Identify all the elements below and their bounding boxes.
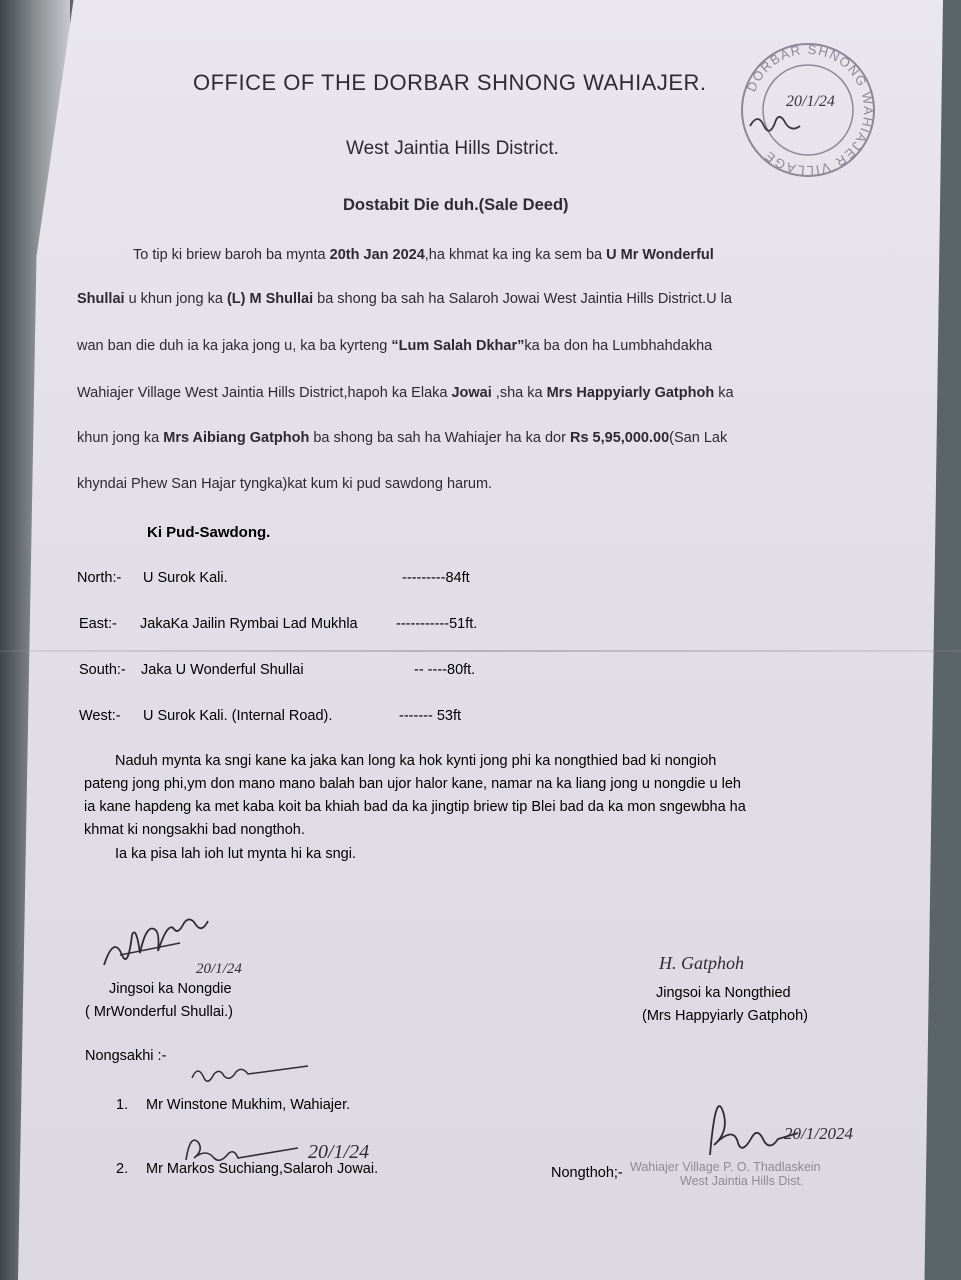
witness1-number: 1. bbox=[116, 1097, 129, 1113]
seller-name: ( MrWonderful Shullai.) bbox=[85, 1004, 234, 1020]
village-stamp-top bbox=[728, 28, 878, 178]
paper-fold-line bbox=[0, 650, 961, 652]
village-stamp-bottom bbox=[630, 1160, 821, 1188]
seller-signature bbox=[100, 925, 280, 985]
closing-line-4: khmat ki nongsakhi bad nongthoh. bbox=[84, 822, 305, 838]
west-length: ------- 53ft bbox=[399, 708, 462, 724]
svg-text:20/1/24: 20/1/24 bbox=[786, 93, 835, 110]
writer-label: Nongthoh;- bbox=[551, 1165, 623, 1181]
closing-line-5: Ia ka pisa lah ioh lut mynta hi ka sngi. bbox=[115, 846, 356, 862]
witnesses-label: Nongsakhi :- bbox=[85, 1048, 167, 1064]
body-line-4: Wahiajer Village West Jaintia Hills District,hapoh ka Elaka Jowai ,sha ka Mrs Happyiarly Gatphoh ka bbox=[77, 385, 734, 401]
closing-line-1: Naduh mynta ka sngi kane ka jaka kan long ka hok kynti jong phi ka nongthied bad ki nongioh bbox=[115, 753, 717, 769]
stamp-line-2: West Jaintia Hills Dist. bbox=[680, 1174, 804, 1188]
svg-text:20/1/2024: 20/1/2024 bbox=[784, 1124, 853, 1143]
svg-text:DORBAR SHNONG WAHIAJER VILLAGE: DORBAR SHNONG WAHIAJER VILLAGE bbox=[743, 41, 877, 178]
boundaries-heading: Ki Pud-Sawdong. bbox=[147, 524, 271, 541]
south-label: South:- bbox=[79, 662, 126, 678]
closing-line-3: ia kane hapdeng ka met kaba koit ba khiah bad da ka jingtip briew tip Blei bad da ka mon sngewbha ha bbox=[84, 799, 746, 815]
witness1-name: Mr Winstone Mukhim, Wahiajer. bbox=[146, 1097, 351, 1113]
south-value: Jaka U Wonderful Shullai bbox=[141, 662, 304, 678]
south-length: -- ----80ft. bbox=[414, 662, 476, 678]
witness1-signature bbox=[188, 1058, 308, 1088]
east-value: JakaKa Jailin Rymbai Lad Mukhla bbox=[140, 616, 358, 632]
svg-text:20/1/24: 20/1/24 bbox=[196, 961, 242, 977]
writer-signature bbox=[700, 1085, 870, 1170]
buyer-name: (Mrs Happyiarly Gatphoh) bbox=[642, 1008, 808, 1024]
west-value: U Surok Kali. (Internal Road). bbox=[143, 708, 333, 724]
district-title: West Jaintia Hills District. bbox=[346, 138, 559, 159]
east-label: East:- bbox=[79, 616, 117, 632]
north-label: North:- bbox=[77, 570, 122, 586]
west-label: West:- bbox=[79, 708, 121, 724]
seller-role: Jingsoi ka Nongdie bbox=[109, 981, 232, 997]
svg-text:H. Gatphoh: H. Gatphoh bbox=[659, 953, 744, 973]
body-line-2: Shullai u khun jong ka (L) M Shullai ba shong ba sah ha Salaroh Jowai West Jaintia Hills District.U la bbox=[77, 291, 732, 307]
body-line-5: khun jong ka Mrs Aibiang Gatphoh ba shong ba sah ha Wahiajer ha ka dor Rs 5,95,000.00(San Lak bbox=[77, 430, 728, 446]
body-line-3: wan ban die duh ia ka jaka jong u, ka ba kyrteng “Lum Salah Dkhar”ka ba don ha Lumbhahdakha bbox=[77, 338, 713, 354]
closing-line-2: pateng jong phi,ym don mano mano balah ban ujor halor kane, namar na ka liang jong u nongdie u leh bbox=[84, 776, 741, 792]
stamp-line-1: Wahiajer Village P. O. Thadlaskein bbox=[630, 1160, 821, 1174]
buyer-signature bbox=[655, 945, 785, 977]
office-title: OFFICE OF THE DORBAR SHNONG WAHIAJER. bbox=[193, 70, 707, 95]
witness2-name: Mr Markos Suchiang,Salaroh Jowai. bbox=[146, 1161, 379, 1177]
deed-title: Dostabit Die duh.(Sale Deed) bbox=[343, 196, 569, 214]
north-length: ---------84ft bbox=[402, 570, 470, 586]
svg-text:20/1/24: 20/1/24 bbox=[308, 1141, 370, 1163]
buyer-role: Jingsoi ka Nongthied bbox=[656, 985, 791, 1001]
body-line-6: khyndai Phew San Hajar tyngka)kat kum ki pud sawdong harum. bbox=[77, 476, 493, 492]
east-length: -----------51ft. bbox=[396, 616, 478, 632]
witness2-number: 2. bbox=[116, 1161, 129, 1177]
north-value: U Surok Kali. bbox=[143, 570, 228, 586]
body-line-1: To tip ki briew baroh ba mynta 20th Jan 2024,ha khmat ka ing ka sem ba U Mr Wonderful bbox=[133, 247, 714, 263]
